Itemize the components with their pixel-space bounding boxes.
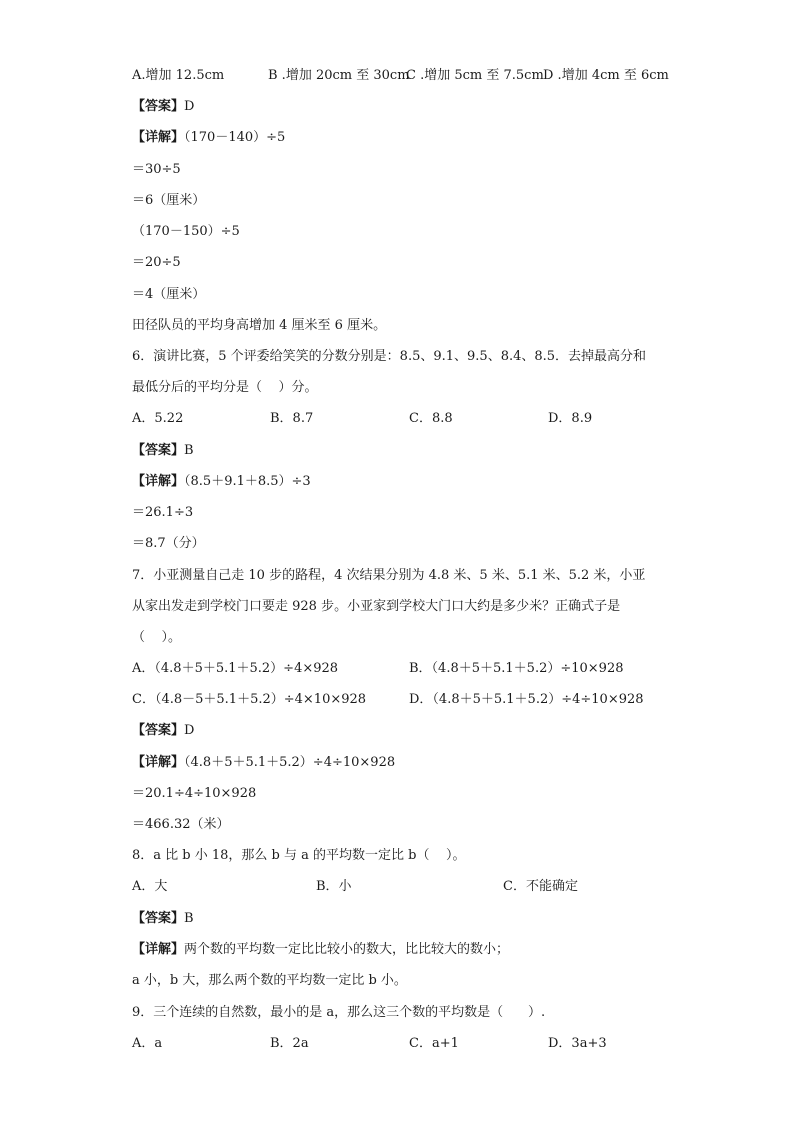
detail-line: （4.8＋5＋5.1＋5.2）÷4÷10×928 (184, 755, 396, 770)
q7-option-d: D．（4.8＋5＋5.1＋5.2）÷4÷10×928 (409, 692, 644, 707)
q7-stem-line: 从家出发走到学校门口要走 928 步。小亚家到学校大门口大约是多少米？正确式子是 (132, 599, 621, 614)
q5-detail-line: ＝6（厘米） (132, 193, 206, 208)
q9-option-b: B．2a (270, 1036, 309, 1051)
detail-label: 【详解】 (132, 942, 185, 957)
q8-detail-line: a 小，b 大，那么两个数的平均数一定比 b 小。 (132, 973, 407, 988)
q7-option-a: A．（4.8＋5＋5.1＋5.2）÷4×928 (132, 661, 339, 676)
q8-option-b: B．小 (316, 879, 352, 894)
q5-answer (132, 99, 194, 115)
q6-option-c: C．8.8 (409, 411, 453, 426)
answer-label: 【答案】 (132, 99, 185, 114)
q7-option-c: C．（4.8－5＋5.1＋5.2）÷4×10×928 (132, 692, 367, 707)
q9-option-a: A．a (132, 1036, 163, 1051)
q6-option-a: A．5.22 (132, 411, 184, 426)
q7-stem-line: 7．小亚测量自己走 10 步的路程，4 次结果分别为 4.8 米、5 米、5.1 米、5.2 米，小亚 (132, 568, 646, 583)
q6-stem-line: 6．演讲比赛，5 个评委给笑笑的分数分别是：8.5、9.1、9.5、8.4、8.5．去掉最高分和 (132, 349, 647, 364)
detail-label: 【详解】 (132, 474, 185, 489)
answer-value: D (184, 99, 195, 114)
q5-detail-line: ＝20÷5 (132, 255, 181, 270)
q6-detail-line: ＝8.7（分） (132, 536, 205, 551)
detail-line: 两个数的平均数一定比比较小的数大，比比较大的数小； (184, 942, 510, 957)
detail-label: 【详解】 (132, 130, 185, 145)
q6-answer (132, 443, 194, 459)
detail-label: 【详解】 (132, 755, 185, 770)
q7-answer (132, 723, 194, 739)
q5-detail (132, 130, 285, 146)
q7-option-b: B．（4.8＋5＋5.1＋5.2）÷10×928 (409, 661, 624, 676)
q9-stem: 9．三个连续的自然数，最小的是 a，那么这三个数的平均数是（ ）. (132, 1005, 546, 1020)
q9-option-d: D．3a+3 (548, 1036, 607, 1051)
q5-detail-line: 田径队员的平均身高增加 4 厘米至 6 厘米。 (132, 318, 387, 333)
detail-line: （170－140）÷5 (184, 130, 286, 145)
q5-option-b: B .增加 20cm 至 30cm (268, 68, 410, 83)
q7-detail-line: ＝466.32（米） (132, 817, 230, 832)
q6-detail-line: ＝26.1÷3 (132, 505, 194, 520)
q5-option-a: A.增加 12.5cm (132, 68, 225, 83)
answer-value: B (184, 443, 194, 458)
q7-stem-line: （ ）。 (132, 630, 182, 645)
q5-option-d: D .增加 4cm 至 6cm (543, 68, 669, 83)
q5-detail-line: ＝30÷5 (132, 162, 181, 177)
q6-detail (132, 474, 311, 490)
q6-option-b: B．8.7 (270, 411, 314, 426)
q8-option-c: C．不能确定 (503, 879, 578, 894)
q5-detail-line: （170－150）÷5 (132, 224, 240, 239)
q6-stem-line: 最低分后的平均分是（ ）分。 (132, 380, 318, 395)
q5-option-c: C .增加 5cm 至 7.5cm (406, 68, 544, 83)
q8-option-a: A．大 (132, 879, 168, 894)
answer-label: 【答案】 (132, 443, 185, 458)
answer-value: D (184, 723, 195, 738)
q8-answer (132, 911, 194, 927)
q6-option-d: D．8.9 (548, 411, 593, 426)
detail-line: （8.5＋9.1＋8.5）÷3 (184, 474, 311, 489)
answer-label: 【答案】 (132, 911, 185, 926)
q9-option-c: C．a+1 (409, 1036, 459, 1051)
q8-detail (132, 942, 509, 958)
q7-detail-line: ＝20.1÷4÷10×928 (132, 786, 257, 801)
q8-stem: 8．a 比 b 小 18，那么 b 与 a 的平均数一定比 b（ ）。 (132, 848, 466, 863)
q5-detail-line: ＝4（厘米） (132, 287, 206, 302)
answer-value: B (184, 911, 194, 926)
answer-label: 【答案】 (132, 723, 185, 738)
q7-detail (132, 755, 395, 771)
